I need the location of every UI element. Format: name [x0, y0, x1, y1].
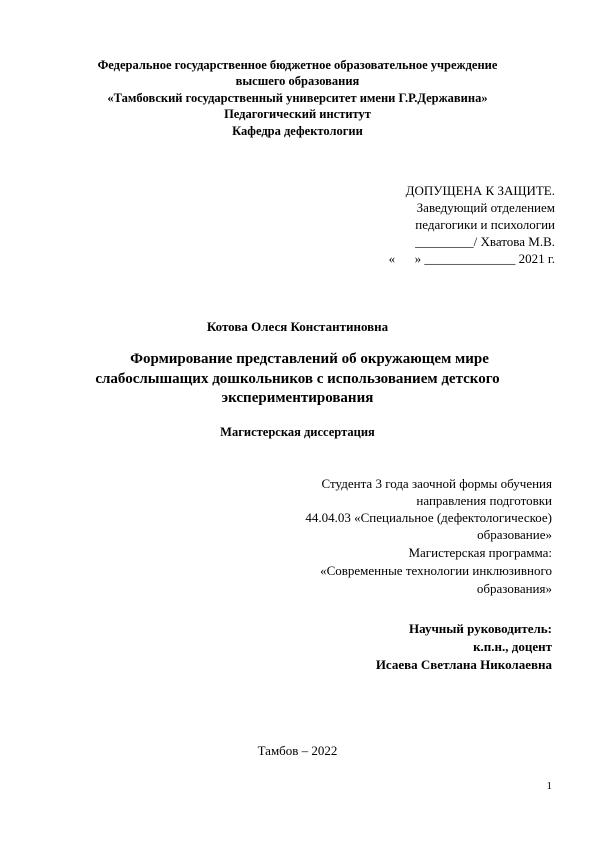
- approval-line-4: _________/ Хватова М.В.: [415, 234, 555, 249]
- student-line-5: Магистерская программа:: [408, 545, 552, 560]
- author-name: Котова Олеся Константиновна: [206, 319, 389, 334]
- header-line-3: «Тамбовский государственный университет имени Г.Р.Державина»: [107, 91, 488, 105]
- student-line-7: образования»: [476, 581, 552, 596]
- header-line-4: Педагогический институт: [224, 107, 371, 121]
- page-number: 1: [546, 780, 552, 792]
- student-line-2: направления подготовки: [416, 493, 552, 508]
- supervisor-label: Научный руководитель:: [409, 621, 552, 636]
- title-line-1: Формирование представлений об окружающем мире: [130, 351, 489, 367]
- header-line-1: Федеральное государственное бюджетное образовательное учреждение: [97, 58, 498, 72]
- approval-line-3: педагогики и психологии: [415, 217, 555, 232]
- work-type: Магистерская диссертация: [220, 425, 375, 439]
- title-line-2: слабослышащих дошкольников с использованием детского: [95, 371, 500, 387]
- student-line-1: Студента 3 года заочной формы обучения: [321, 476, 552, 491]
- student-line-3: 44.04.03 «Специальное (дефектологическое): [305, 510, 552, 525]
- student-line-6: «Современные технологии инклюзивного: [320, 563, 552, 578]
- approval-line-5: « » ______________ 2021 г.: [388, 251, 555, 266]
- student-line-4: образование»: [477, 527, 552, 542]
- header-line-5: Кафедра дефектологии: [232, 124, 363, 138]
- city-year: Тамбов – 2022: [257, 743, 338, 758]
- supervisor-degree: к.п.н., доцент: [473, 639, 552, 654]
- header-line-2: высшего образования: [235, 74, 360, 88]
- title-line-3: экспериментирования: [221, 390, 374, 406]
- supervisor-name: Исаева Светлана Николаевна: [375, 657, 552, 672]
- approval-line-1: ДОПУЩЕНА К ЗАЩИТЕ.: [405, 183, 555, 198]
- approval-line-2: Заведующий отделением: [416, 200, 555, 215]
